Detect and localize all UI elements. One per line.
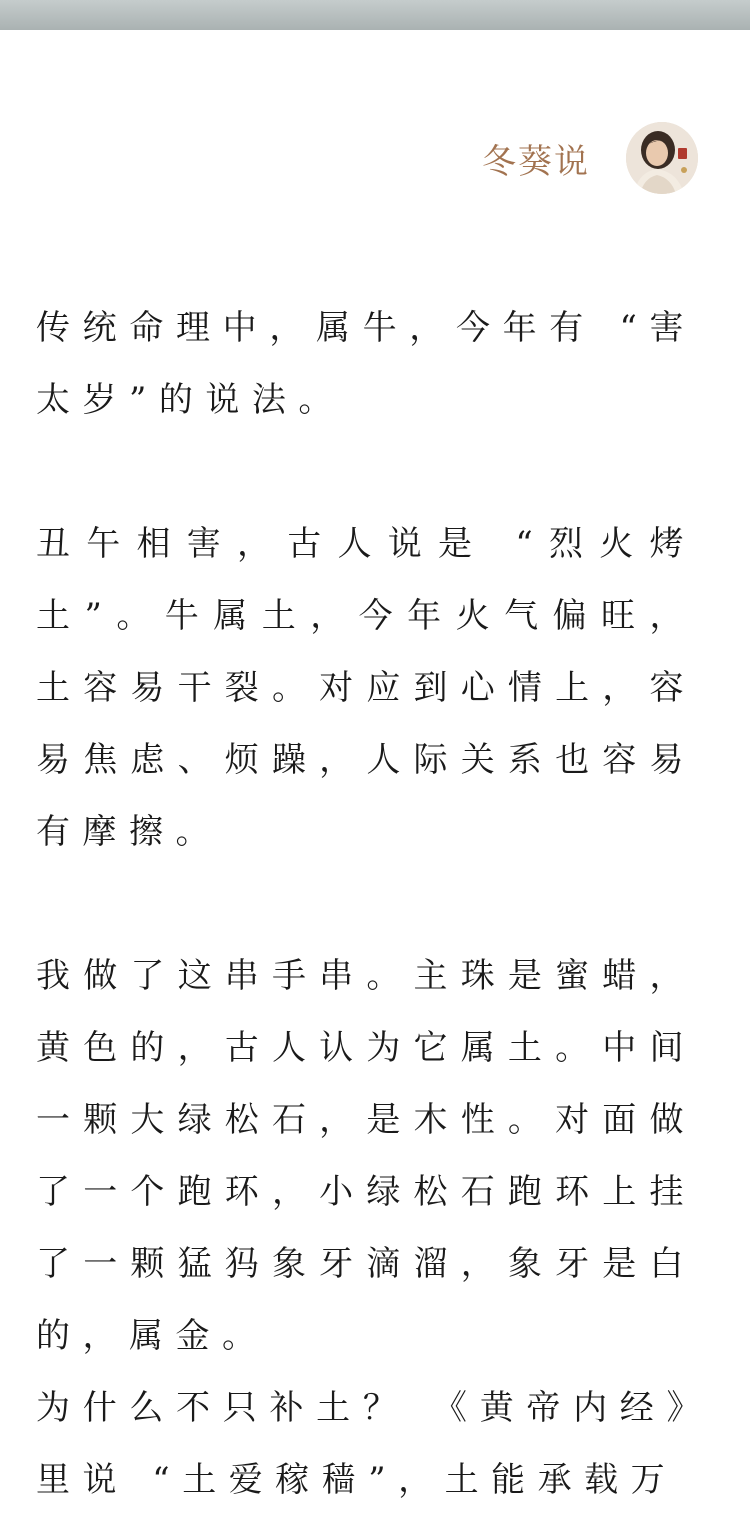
portrait-avatar-icon bbox=[626, 122, 698, 194]
avatar[interactable] bbox=[626, 122, 698, 194]
author-header bbox=[482, 122, 698, 194]
author-name: 冬葵说 bbox=[482, 141, 590, 182]
paragraph-3: 我做了这串手串。主珠是蜜蜡，黄色的，古人认为它属土。中间一颗大绿松石，是木性。对面做了一个跑环，小绿松石跑环上挂了一颗猛犸象牙滴溜，象牙是白的，属金。 bbox=[36, 956, 696, 1356]
top-status-bar bbox=[0, 0, 750, 30]
paragraph-2: 丑午相害，古人说是 “烈火烤土”。牛属土，今年火气偏旺，土容易干裂。对应到心情上，容易焦虑、烦躁，人际关系也容易有摩擦。 bbox=[36, 524, 696, 852]
article-body bbox=[36, 292, 696, 1516]
paragraph-4: 为什么不只补土？ 《黄帝内经》里说 “土爱稼穑”，土能承载万 bbox=[36, 1388, 696, 1500]
paragraph-1: 传统命理中，属牛，今年有 “害太岁”的说法。 bbox=[36, 308, 696, 420]
